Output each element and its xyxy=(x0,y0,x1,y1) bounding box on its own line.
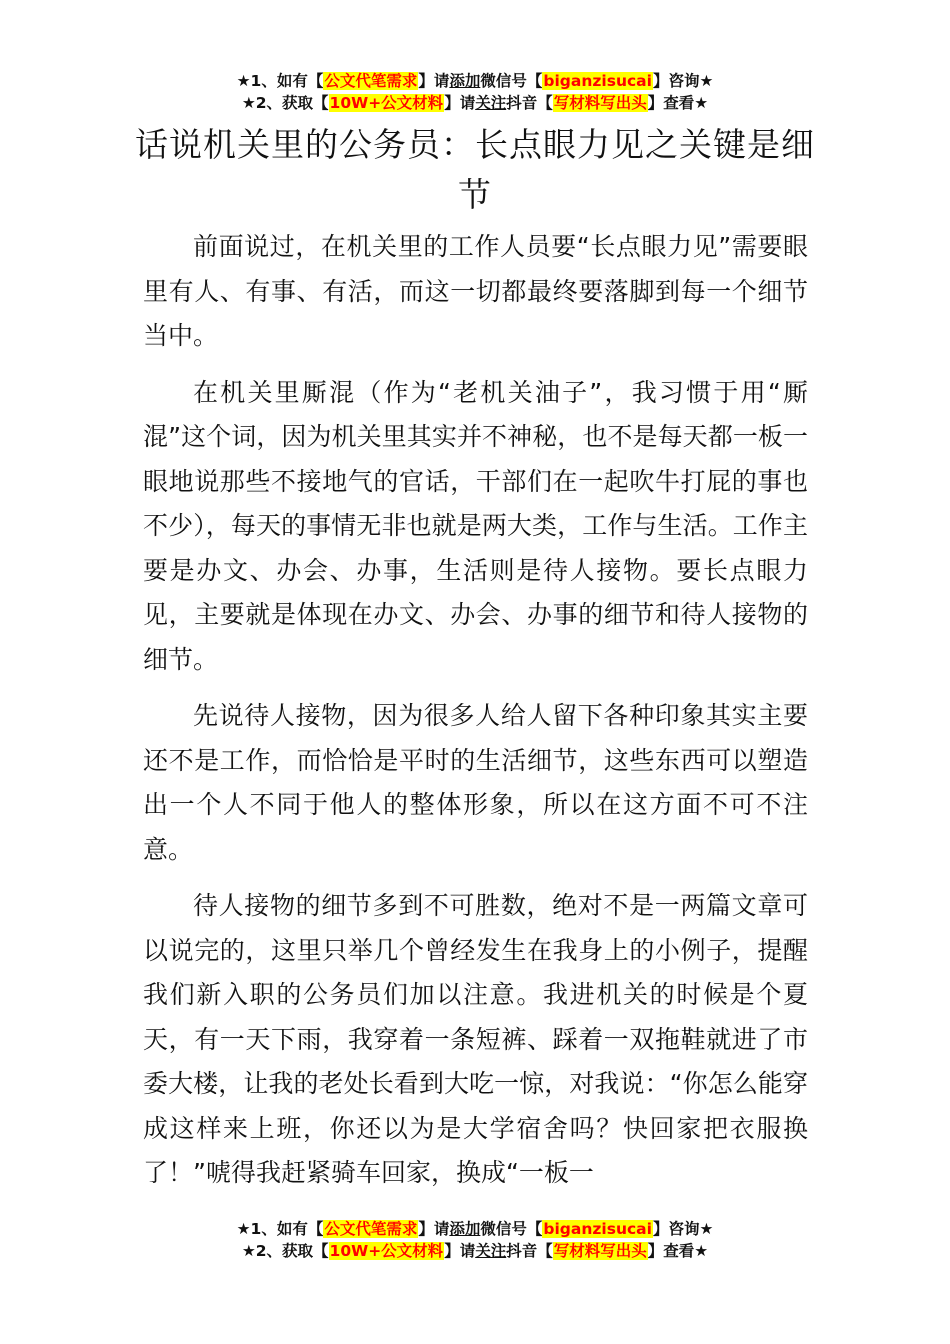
banner-line-2: ★2、获取【10W+公文材料】请关注抖音【写材料写出头】查看★ xyxy=(241,1242,709,1260)
page-title: 话说机关里的公务员：长点眼力见之关键是细节 xyxy=(135,125,815,214)
highlight-service: 公文代笔需求 xyxy=(324,72,418,90)
paragraph: 前面说过，在机关里的工作人员要“长点眼力见”需要眼里有人、有事、有活，而这一切都最终要落脚到每一个细节当中。 xyxy=(143,232,808,350)
paragraph: 在机关里厮混（作为“老机关油子”，我习惯于用“厮混”这个词，因为机关里其实并不神秘，也不是每天都一板一眼地说那些不接地气的官话，干部们在一起吹牛打屁的事也不少），每天的事情无非也就是两大类，工作与生活。工作主要是办文、办会、办事，生活则是待人接物。要长点眼力见，主要就是体现在办文、办会、办事的细节和待人接物的细节。 xyxy=(143,377,808,674)
wechat-id: biganzisucai xyxy=(543,72,652,90)
paragraph: 先说待人接物，因为很多人给人留下各种印象其实主要还不是工作，而恰恰是平时的生活细节，这些东西可以塑造出一个人不同于他人的整体形象，所以在这方面不可不注意。 xyxy=(143,701,808,864)
emphasis-follow: 关注 xyxy=(475,1242,507,1260)
emphasis-add: 添加 xyxy=(449,1220,481,1238)
banner-line-1: ★1、如有【公文代笔需求】请添加微信号【biganzisucai】咨询★ xyxy=(236,1220,714,1238)
wechat-id: biganzisucai xyxy=(543,1220,652,1238)
douyin-account: 写材料写出头 xyxy=(553,94,647,112)
paragraph: 待人接物的细节多到不可胜数，绝对不是一两篇文章可以说完的，这里只举几个曾经发生在我身上的小例子，提醒我们新入职的公务员们加以注意。我进机关的时候是个夏天，有一天下雨，我穿着一条短裤、踩着一双拖鞋就进了市委大楼，让我的老处长看到大吃一惊，对我说：“你怎么能穿成这样来上班，你还以为是大学宿舍吗？快回家把衣服换了！”唬得我赶紧骑车回家，换成“一板一 xyxy=(143,891,808,1187)
emphasis-follow: 关注 xyxy=(475,94,507,112)
highlight-materials: 10W+公文材料 xyxy=(329,94,444,112)
star-icon: ★ xyxy=(241,1242,256,1260)
douyin-account: 写材料写出头 xyxy=(553,1242,647,1260)
article-body xyxy=(143,225,808,1208)
banner-line-1: ★1、如有【公文代笔需求】请添加微信号【biganzisucai】咨询★ xyxy=(236,72,714,90)
banner-line-2: ★2、获取【10W+公文材料】请关注抖音【写材料写出头】查看★ xyxy=(241,94,709,112)
header-banner xyxy=(0,70,950,114)
highlight-service: 公文代笔需求 xyxy=(324,1220,418,1238)
star-icon: ★ xyxy=(236,72,251,90)
star-icon: ★ xyxy=(241,94,256,112)
footer-banner xyxy=(0,1218,950,1262)
highlight-materials: 10W+公文材料 xyxy=(329,1242,444,1260)
star-icon: ★ xyxy=(236,1220,251,1238)
emphasis-add: 添加 xyxy=(449,72,481,90)
